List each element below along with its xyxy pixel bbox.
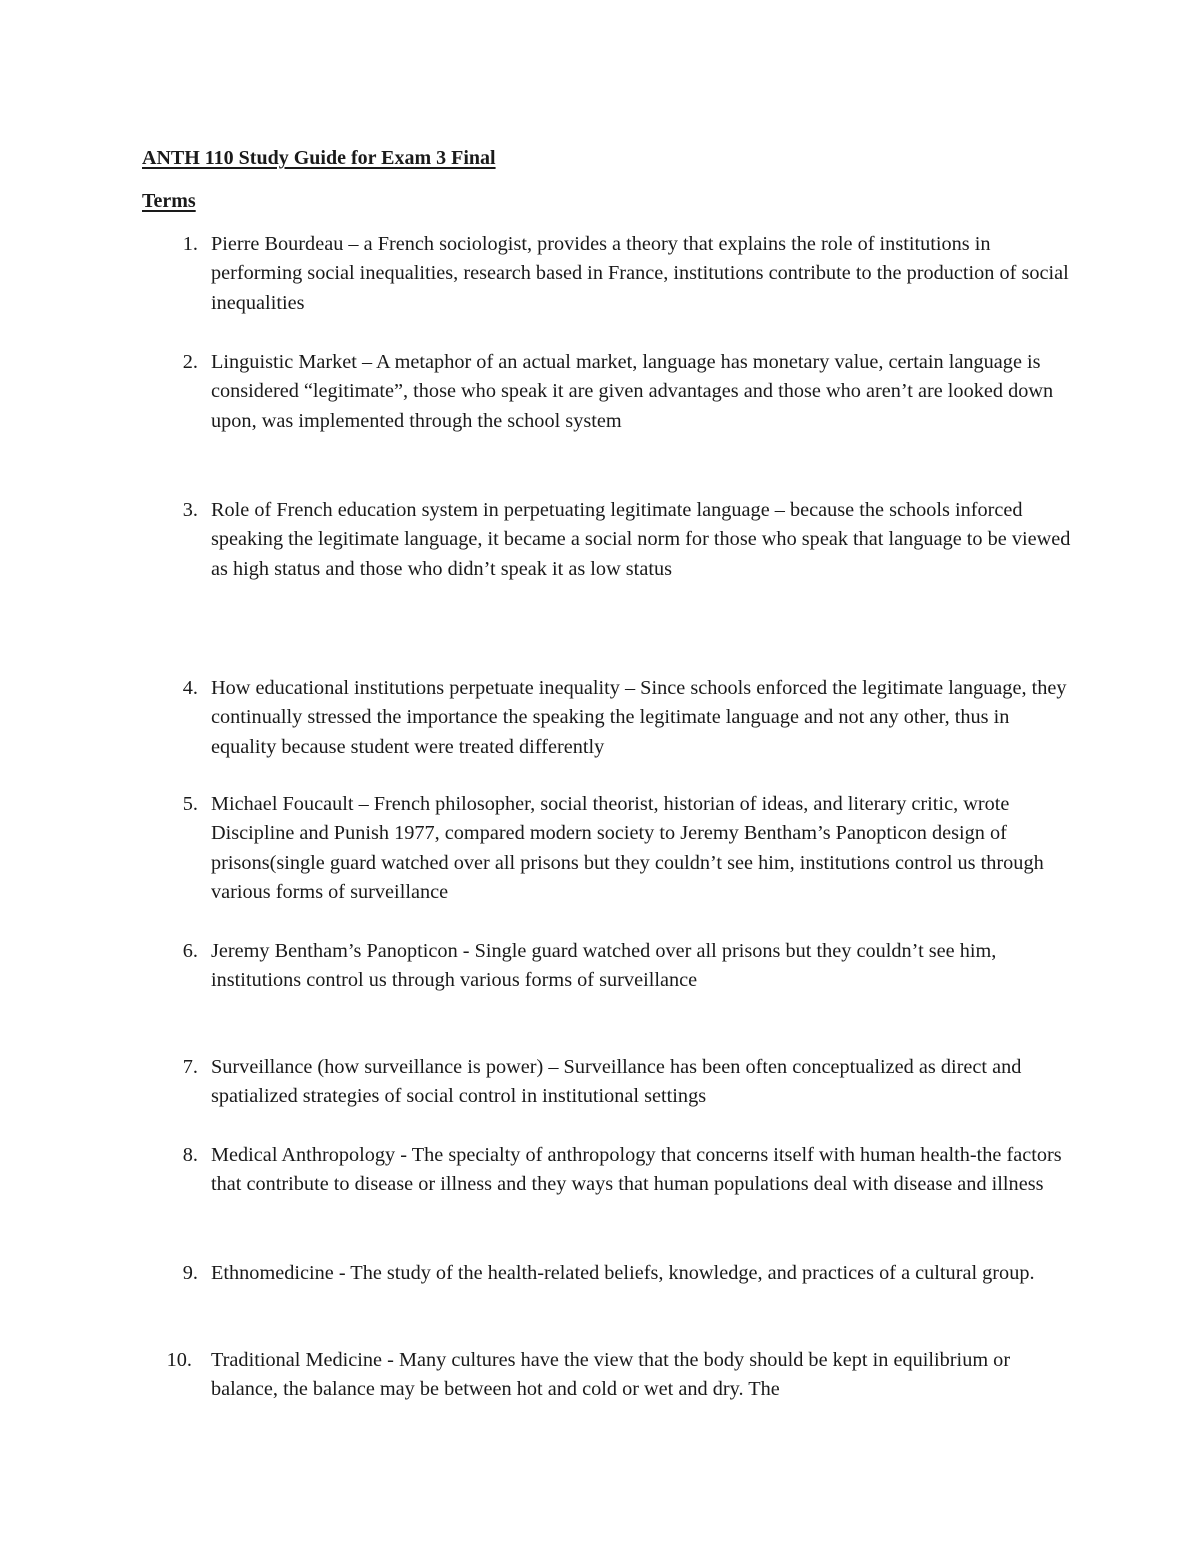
list-item-text: Surveillance (how surveillance is power) – Surveillance has been often conceptualized as direct and spatialized strategies of social control in institutional settings — [211, 1056, 1022, 1108]
list-item: 2. Linguistic Market – A metaphor of an actual market, language has monetary value, certain language is considered “legitimate”, those who speak it are given advantages and those who aren’t are looked down upon, was implemented through the school system — [142, 348, 1072, 436]
list-item: 4. How educational institutions perpetuate inequality – Since schools enforced the legitimate language, they continually stressed the importance the speaking the legitimate language and not any other, thus in equality because student were treated differently — [142, 674, 1072, 762]
list-item-text: Michael Foucault – French philosopher, social theorist, historian of ideas, and literary critic, wrote Discipline and Punish 1977, compared modern society to Jeremy Bentham’s Panopticon design of prisons(single guard watched over all prisons but they couldn’t see him, institutions control us through various forms of surveillance — [211, 793, 1044, 904]
section-heading-terms: Terms — [142, 190, 196, 212]
list-item: 5. Michael Foucault – French philosopher, social theorist, historian of ideas, and literary critic, wrote Discipline and Punish 1977, compared modern society to Jeremy Bentham’s Panopticon design of prisons(single guard watched over all prisons but they couldn’t see him, institutions control us through various forms of surveillance — [142, 790, 1072, 908]
list-item-text: Medical Anthropology - The specialty of anthropology that concerns itself with human health-the factors that contribute to disease or illness and they ways that human populations deal with disease and illness — [211, 1144, 1062, 1196]
page-title: ANTH 110 Study Guide for Exam 3 Final — [142, 147, 496, 169]
list-item-text: How educational institutions perpetuate inequality – Since schools enforced the legitimate language, they continually stressed the importance the speaking the legitimate language and not any other, thus in equality because student were treated differently — [211, 677, 1067, 758]
list-item-text: Role of French education system in perpetuating legitimate language – because the schools inforced speaking the legitimate language, it became a social norm for those who speak that language to be viewed as high status and those who didn’t speak it as low status — [211, 499, 1071, 580]
list-item: 8. Medical Anthropology - The specialty of anthropology that concerns itself with human health-the factors that contribute to disease or illness and they ways that human populations deal with disease and illness — [142, 1141, 1072, 1200]
list-item: 7. Surveillance (how surveillance is power) – Surveillance has been often conceptualized as direct and spatialized strategies of social control in institutional settings — [142, 1053, 1072, 1112]
list-item-text: Jeremy Bentham’s Panopticon - Single guard watched over all prisons but they couldn’t see him, institutions control us through various forms of surveillance — [211, 940, 997, 992]
list-item-text: Ethnomedicine - The study of the health-related beliefs, knowledge, and practices of a cultural group. — [211, 1262, 1035, 1284]
list-item: 1. Pierre Bourdeau – a French sociologist, provides a theory that explains the role of institutions in performing social inequalities, research based in France, institutions contribute to the production of social inequalities — [142, 230, 1072, 318]
list-item-text: Pierre Bourdeau – a French sociologist, provides a theory that explains the role of institutions in performing social inequalities, research based in France, institutions contribute to the production of social inequalities — [211, 233, 1069, 314]
list-item-text: Linguistic Market – A metaphor of an actual market, language has monetary value, certain language is considered “legitimate”, those who speak it are given advantages and those who aren’t are looked down upon, was implemented through the school system — [211, 351, 1054, 432]
list-item: 9. Ethnomedicine - The study of the health-related beliefs, knowledge, and practices of a cultural group. — [142, 1259, 1072, 1288]
list-item: 6. Jeremy Bentham’s Panopticon - Single guard watched over all prisons but they couldn’t see him, institutions control us through various forms of surveillance — [142, 937, 1072, 996]
list-item-text: Traditional Medicine - Many cultures have the view that the body should be kept in equilibrium or balance, the balance may be between hot and cold or wet and dry. The — [211, 1349, 1011, 1401]
list-item: 10. Traditional Medicine - Many cultures have the view that the body should be kept in equilibrium or balance, the balance may be between hot and cold or wet and dry. The — [142, 1346, 1072, 1405]
list-item: 3. Role of French education system in perpetuating legitimate language – because the schools inforced speaking the legitimate language, it became a social norm for those who speak that language to be viewed as high status and those who didn’t speak it as low status — [142, 496, 1072, 584]
